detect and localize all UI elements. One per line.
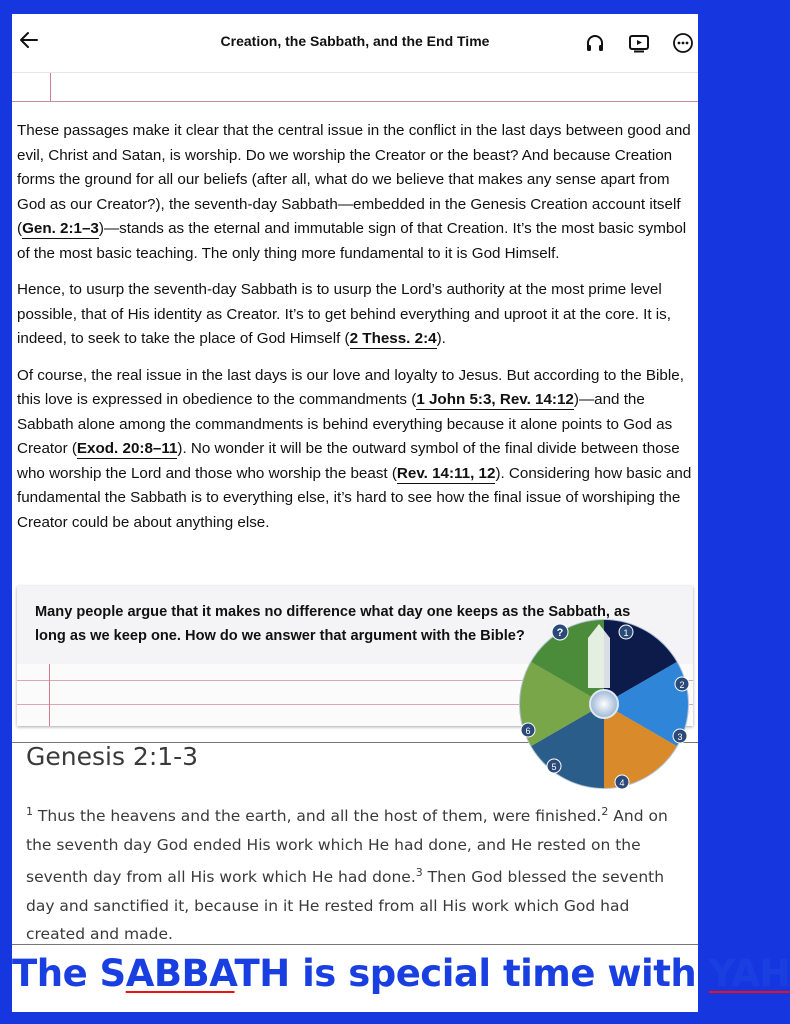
verse-number: 1 — [26, 805, 33, 818]
day-label-5: 5 — [551, 762, 557, 772]
passage-title: Genesis 2:1-3 — [26, 742, 199, 771]
question-text: Many people argue that it makes no difference what day one keeps as the Sabbath, as long as we keep one. How do we answer that argument with the Bible? — [35, 604, 631, 644]
more-options-icon — [672, 32, 694, 54]
scripture-link[interactable]: Gen. 2:1–3 — [22, 220, 99, 237]
margin-line — [50, 73, 51, 101]
app-window — [12, 14, 790, 1012]
scripture-link[interactable]: Exod. 20:8–11 — [76, 440, 178, 457]
notes-lines[interactable] — [12, 73, 698, 102]
paragraph-1: These passages make it clear that the central issue in the conflict in the last days between good and evil, Christ and Satan, is worship. Do we worship the Creator or the beast? And because Creation forms the ground for all our beliefs (after all, what do we believe that makes any sense apart from God as our Creator?), the seventh-day Sabbath—embedded in the Genesis Creation account itself (Gen. 2:1–3)—stands as the eternal and immutable sign of that Creation. It’s the most basic symbol of the most basic teaching. The only thing more fundamental to it is God Himself. — [17, 122, 691, 262]
banner-text: The SABBATH is special time with YAH — [12, 952, 790, 995]
scripture-link[interactable]: Rev. 14:11, 12 — [396, 464, 496, 482]
scripture-link[interactable]: 2 Thess. 2:4 — [349, 330, 437, 347]
lesson-article — [17, 119, 693, 547]
page-title: Creation, the Sabbath, and the End Time — [220, 33, 490, 49]
wheel-hub — [590, 690, 618, 718]
passage-text: $^1$ Thus the heavens and the earth, and all the host of them, were finished.$^2$ And on the seventh day God ended His work which He had done, and He rested on the seventh day from all His work which He had done.$^3$ Then God blessed the seventh day and sanctified it, because in it He rested from all His work which God had created and made. — [26, 805, 668, 943]
verse-number: 2 — [601, 805, 609, 818]
day-label-3: 3 — [677, 732, 683, 742]
day-label-6: 6 — [525, 726, 531, 736]
video-button[interactable] — [628, 32, 650, 54]
top-bar — [12, 14, 698, 73]
day-label-1: 1 — [623, 628, 629, 638]
paragraph-2: Hence, to usurp the seventh-day Sabbath is to usurp the Lord’s authority at the most prime level possible, that of His identity as Creator. It’s to get behind everything and uproot it at the core. It is, indeed, to seek to take the place of God Himself (2 Thess. 2:4). — [17, 281, 671, 347]
question-mark-icon — [552, 624, 568, 640]
church-image — [588, 638, 610, 688]
day-label-2: 2 — [679, 680, 685, 690]
day-label-4: 4 — [619, 778, 625, 788]
divider — [12, 944, 698, 945]
margin-line — [49, 664, 50, 726]
more-options-button[interactable] — [672, 32, 694, 54]
creation-days-wheel — [518, 618, 690, 790]
scripture-link[interactable]: 1 John 5:3, Rev. 14:12 — [416, 391, 574, 408]
paragraph-3: Of course, the real issue in the last days is our love and loyalty to Jesus. But according to the Bible, this love is expressed in obedience to the commandments (1 John 5:3, Rev. 14:12)—and the Sabbath alone among the commandments is behind everything because it alone points to God as Creator (Exod. 20:8–11). No wonder it will be the outward symbol of the final divide between those who worship the Lord and those who worship the beast (Rev. 14:11, 12). Considering how basic and fundamental the Sabbath is to everything else, it’s hard to see how the final issue of worshiping the Creator could be about anything else. — [17, 366, 692, 531]
verse-number: 3 — [415, 866, 423, 879]
audio-button[interactable] — [584, 32, 606, 54]
play-screen-icon — [628, 32, 650, 54]
svg-text:?: ? — [556, 627, 564, 639]
headphones-icon — [584, 32, 606, 54]
